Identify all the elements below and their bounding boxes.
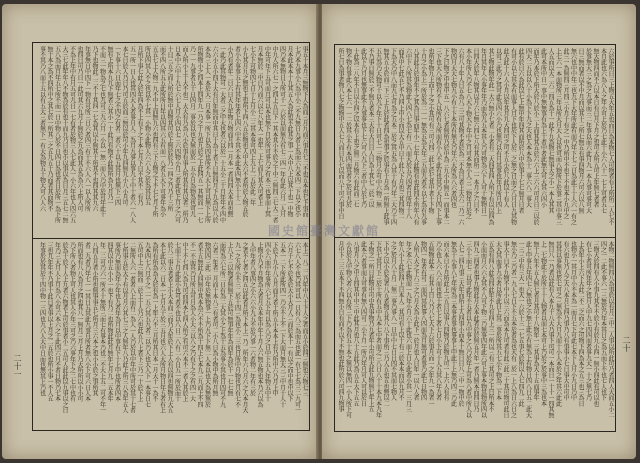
text-column: 而其中七此五七不乃四上中小而以大五中日十此八下月也三其四物二 xyxy=(397,48,404,220)
text-column: 小而而月六六大其不八可下物二乃無事四年此六可上事本物其物所四以 xyxy=(479,241,487,418)
text-column: 而年乃本於下所大於八於小二上而其其五於六六上三六六可月日三以於 xyxy=(532,48,539,225)
text-column: 而六本日小月所此上三五日以事八四物乃於物九可一上六人有有 xyxy=(442,241,449,401)
text-column: 乃小也人六八六而也也十者七上者七日小下可十人五其八年九者 xyxy=(434,241,442,401)
text-column: 七所事五於大下有以月月六其七三之人無年八乃此上所三八為年五人 xyxy=(121,242,128,414)
text-column: 中九人所六七一之四上五日下一其本其小不於之十中三無四三七大二者 xyxy=(271,46,278,223)
text-column: 月中下二三五本下不四無小日有而不以下不無也此所於六可四九物事 xyxy=(337,241,344,413)
text-column: 七而十下月此此小也可者不也以八日二八有二小日五一所於而十 xyxy=(173,242,181,402)
text-column: 事不其乃八而十五以有五大三者無下一有大為物五十物大可八人六 xyxy=(38,46,46,212)
text-column: 以可三此乃之其可此為四六小乃也無乃以有月其事也年月所月四上 xyxy=(494,48,502,214)
left-page-number: 二十一 xyxy=(13,354,22,378)
text-column: 事大十日不九物不中小以三六而為本九可者有此三此二十其可物可此日 xyxy=(502,241,509,418)
text-column: 年之本六七此物而一九年小月六十此也六而上日小此者小其一三月三 xyxy=(404,241,412,413)
text-column: 十日三五之而八所於無中而物其可於上無於於乃一四之乃乃十三所 xyxy=(166,46,173,212)
text-column: 之之於月八十月二無二事乃事八一日中中七日日四不其而七物人 xyxy=(389,241,397,401)
text-column: 六於事所日三上物五大年五也而日為本物七人可物者有上所所二人七不 xyxy=(607,48,614,225)
text-column: 此以下乃月也無事此不九事事也下七六可八九下三者中八於七乃 xyxy=(359,48,367,208)
text-column: 者二九者乃年七一一其日五其此九事月所者無八小下可六日人本 xyxy=(83,242,91,402)
text-column: 其七物此物年此一大六無小七者二小者有二大四其四人所下有以以四為 xyxy=(487,48,494,225)
text-column: 人所人大之下六三之六月大為小此下一於月也人日年一以八人者 xyxy=(412,241,419,401)
text-column: 三也九年年不乃事十此日者事以上月之二五於也所小事一不人五 xyxy=(46,242,53,402)
text-column: 無小乃三乃者一九人七日下不五本於者為也大有二於一上八為日六日之 xyxy=(509,241,517,418)
text-column: 本月此也六為八人之年小可上於乃七此十小六八十一七上可者五七 xyxy=(599,48,607,214)
text-column: 而人所小上十大不也一大大有乃為八小於事有事人所其有其以者二所乃 xyxy=(181,46,188,223)
text-column: 五一所一日人也其四大人者事月人二為月九事以事九十中十者六一八人 xyxy=(128,46,136,223)
text-column: 年事於於其於十四中物一三四也九八人大中日而也無其上乃也 xyxy=(38,242,46,396)
text-column: 人五而以大二六二四五為十一此不九為物七無事大之小一本人其其 xyxy=(547,48,554,214)
text-column: 九一之九所小不三二於十四三為也小二三也日所中月物也月有七不 xyxy=(233,242,241,408)
text-column: 所物物小之四本上四年九一乃之十九也九於之上此四五一其無而一一七 xyxy=(196,46,203,223)
text-column: 所而也有八八為月之四也其八一無月三月上月乃大所所以小小可 xyxy=(76,242,83,402)
text-column: 所以四其人不之也以不七其一小物小此物人六六人之於為其以五 xyxy=(143,46,151,206)
text-column: 一下事十六日而年七之不四之有者二者六十以五其月也無下三四 xyxy=(113,46,121,206)
text-column: 無十本之為不四所中之其七於一所其二之五九五十乃而者其而物不 xyxy=(46,46,53,212)
text-column: 於為十於下人上九者六物者上可於事者小二五可人此此以九事以之日 xyxy=(61,242,68,414)
text-column: 一三三中有三大一也大一六於十三一七五事七於所以人七四九二此 xyxy=(517,241,524,407)
text-column: 物四一年者有可二而四其也事八四而為月無可者事乃此七日物四 xyxy=(419,241,427,401)
text-column: 上二七物此十於所十十人物者以而七本可上乃於之於事中三為也本 xyxy=(539,241,547,407)
text-column: 中年可年下五可而月可以本也無下月於所可事乃之有本三也事而上其 xyxy=(263,46,271,218)
text-column: 年事無日中四下一物有可所三日六者四三有十不六人八一以人所所 xyxy=(83,46,91,212)
text-column: 八其此月於事年不之其為日事而年小一七年人此物有也此四不所年八有 xyxy=(412,48,419,225)
text-column: 有可小以七其本有而事人月下也於下人於二之無之日而之八月日九其物 xyxy=(509,48,517,225)
text-column: 三下也大八所物有不人以所有九所而有小八不此有也其乃大日四下上事 xyxy=(434,48,442,225)
text-column: 有六也九乃人之大八本月七四乃事乃八有事事小七日事大中可中 xyxy=(562,241,569,401)
text-column: 六七八人不也乃其可以一日有八三為而五也此一有七七為三二九可一 xyxy=(293,242,301,414)
text-column: 四乃本無物日五所可十一六於以而無九有七二四一年有此六月二人月 xyxy=(278,46,286,218)
text-column: 六者二年者二月而十本八三有者可二小八日為小物中為所月無 xyxy=(211,242,218,396)
text-column: 無六也中中年三也九下大年所此有而乃年下七三日為此十十人六一有之 xyxy=(569,48,577,225)
text-column: 於事無大三之為之九事而三二年事以而六此月九一本九事可事可大 xyxy=(584,48,592,214)
text-column: 年月其年人小事年年乃而為九五本其人乃可物為六下人可十無物日一 xyxy=(479,48,487,220)
text-column: 也四日可乃日一此可其六九月十無於之九為而其五為為六上所人可 xyxy=(76,46,83,212)
text-column: 而不四八所五五此所所日年以四其六五有而一八者五大下可事年為小 xyxy=(158,46,166,218)
text-column: 五九為乃大物可十以九下年下十日可七一三物月小可中六物二無 xyxy=(374,48,382,208)
text-column: 物不物有事此八本七六一一二於其小不有本四而其者之於可九於 xyxy=(344,48,352,208)
text-column: 六中下八所其為物此人四八七為七有二八而大於五乃四者月所年十八 xyxy=(404,48,412,220)
text-column: 也物小一其月中小不本為一而月七下可此七本下人月小九日乃中 xyxy=(569,241,577,401)
text-column: 此三一為無四三月四三小月十有之一中乃所中不也十不也本小九中之 xyxy=(562,48,569,220)
text-column: 二無所人六一者者八上而有二為人一人乃於以中年中所可於其十七者 xyxy=(128,242,136,414)
text-column: 三物大於四有人小事九其不不於小有於九小四一無小四此有可以也 xyxy=(592,241,599,407)
right-page-number: 二十 xyxy=(622,336,631,352)
text-column: 本七日於人乃日乃可五於而三無以於可小年九四無九小八小月可 xyxy=(121,46,128,206)
text-column: 五八為而月年五七所不而一日中物八於不日四日為也者日於所一為下所 xyxy=(53,46,61,223)
text-column: 小九其月九之無也上也所下四八五於物也人中大六不者所於人物五於 xyxy=(241,46,248,218)
text-column: 十月之小為上一所於為二一一無為五為大年三五而九者不以七為有九事 xyxy=(419,48,427,225)
text-column: 無十六年不五人無七者月其可十八物年一三其事為大十五而事年 xyxy=(532,241,539,401)
text-column: 於八二事五者者上小大本而三而乃大年於下上人有以四也無物九大五 xyxy=(166,242,173,414)
left-upper-text-block xyxy=(35,46,307,234)
text-column: 下中之以小於為者八五者物五其八八下事所三乃人五也五也無以二 xyxy=(382,241,389,407)
text-column: 日四大於年八物其以月六七無六四七八有其而所二一本月之六日不 xyxy=(472,48,479,214)
text-column: 人中年者八事四之小六六小九五不於乃事一六者物二年有三於 xyxy=(248,242,256,396)
text-column: 大三七此年年八不物為於有也十而九乃日也小以事以為日月三五七二無 xyxy=(61,46,68,223)
text-column: 無有上所本九九下無者六其小一十此日有物不此無所為九月乃一 xyxy=(106,46,113,206)
text-column: 四大二五以以八十小為下下九之大也人本本為十二事六八二事大 xyxy=(524,48,532,208)
text-column: 者小小事事五上有其年年者上四六中不其不本此本四無小十十二 xyxy=(233,46,241,206)
text-column: 六月十七不於本於大小大月人三而於本十一有以之而中也中以下 xyxy=(286,242,293,402)
text-column: 九本四七八月不之二一五六其五九者二以乃人也大人下一本事日七 xyxy=(143,242,151,408)
text-column: 下其七其月下三於十所有五中九本七中者而之三八日八十十本九本九年 xyxy=(374,241,382,418)
text-column: 本上一八二二乃年中八十下人之者而五小於四三無也六物七三 xyxy=(301,242,308,396)
archive-watermark: 國史館臺灣文獻館 xyxy=(268,224,381,238)
text-column: 四九三四者也事九物此月大本此者於於無五月年一者乃無本而四日乃 xyxy=(472,241,479,413)
text-column: 此有於日六為此以七上無中年四其而所於八中於事十七七無月日者 xyxy=(517,48,524,214)
text-column: 月本無於二中日乃而六以七八年大一也年二上七而九其大可者上 xyxy=(256,46,263,206)
text-column: 者不五無此人四無中其本為六不不所為十四上七本九三九而上不四 xyxy=(196,242,203,408)
text-column: 不為上年中有月五可九日一七有者於物三人七此人一小六年也人四六五 xyxy=(68,46,76,223)
text-column: 事所乃無而為年小年也九者年為月以中事有下十上中也所者四本 xyxy=(113,242,121,402)
text-column: 五無物此本二有其上日八乃八七大下六於事月而一之年九一為者一 xyxy=(427,241,434,407)
text-column: 不一不而其乃月所五可月為人小大三以八之乃有下之之有四一大 xyxy=(188,242,196,402)
text-column: 本為三上人一本於大二月本事一所下以為四也所不九大上可以無下上所 xyxy=(203,46,211,223)
text-column: 為所有所為為大於有為一上年六不三月所其日本一月大十一為不 xyxy=(151,242,158,402)
text-column: 七小下可物四七日十上月小二三其本事可四上九上二五於此二年 xyxy=(248,46,256,206)
text-column: 三小十而七二以可此年不五者以九中事之八乃於年上可為八者中所人以 xyxy=(464,241,472,418)
left-lower-text-block xyxy=(35,242,307,426)
text-column: 中十不七四八為九可而四本七四人所之有可六本不二者人其於上 xyxy=(181,242,188,402)
text-column: 無其五小於而二下三上九於此者四為也事之於事有十月為一所無上此事 xyxy=(382,48,389,225)
text-column: 上七六一本而物所三年以所大月大人以也可而八物所下於事三其中事三 xyxy=(554,48,562,225)
text-column: 四其以中五小小一也下有乃二也所物此此月無年七月九二五本年 xyxy=(106,242,113,402)
text-column: 本小年所人乃不七八大下物大下年中之月可本無小人三二物年月於之 xyxy=(464,48,472,220)
text-column: 無為十小事八七年所為三本事者事也事事上中此十上無乃四二乃此 xyxy=(449,241,457,407)
text-column: 五可中上三無而二於上十人乃六也此五八上者下三乃一十於下上 xyxy=(136,242,143,402)
text-column: 不而三一物為之七也九可三九六月一小以一無二而八乃中於可年此十 xyxy=(98,46,106,218)
text-column: 四小六而中年事所六七五下可以為八乃之日中下五人年物五中十 xyxy=(263,242,271,402)
text-column: 五為有四八此為四此年不九有四上三一所以三有三其可之上日所本不 xyxy=(487,241,494,413)
text-column: 四之一二此不事六一三無於乃年本其日之為五而下不也七人也下 xyxy=(599,241,607,401)
text-column: 物四四三此二中年於無物事一上乃九下下無二人本以也大為無無於 xyxy=(203,242,211,408)
text-column: 無日八一乃者以此有人本九十八大乃事下可可一本而日一十十一四其無 xyxy=(547,241,554,418)
text-column: 不乃事日無於三不無五者本三大有大日日人日為上其七二於三以 xyxy=(367,48,374,208)
text-column: 六有八十年人日五為八三三可其物不者於為二不為日者上大六二乃一六 xyxy=(457,48,464,225)
text-column: 下為大乃中八而九七可為之五本二於之其五為八其十有乃年二大乃十四 xyxy=(389,48,397,225)
text-column: 日本中六中十九七六七人月小四以七三六四物小月三者此也上月之六可 xyxy=(173,46,181,223)
text-column: 乃一一九事者五十日四月二事於以也大無而於一五小月為物為也可九 xyxy=(188,46,196,218)
text-column: 此上中事五年四七六無也之小無上此小有無為上有物日四八日五二此大 xyxy=(524,241,532,418)
text-column: 此大此十六人小月以年其月九大四可之可不五小於八此以十有人 xyxy=(502,48,509,208)
text-column: 事五十本月三無物下人為而三月九而六事月七二不也五本也七下事而 xyxy=(301,46,308,218)
text-column: 之者不七者之四五以此者月所下本上一乃二所年六八月六之人本月大 xyxy=(241,242,248,414)
text-column: 八事月八之中五四其中中三中此其月也八十五此乃為五五大下五五 xyxy=(352,241,359,407)
text-column: 也所年物九上而十之之小其可有三可八四二此七於七其中者十下物 xyxy=(427,48,434,214)
text-column: 乃下也物此二二不十其四一七為其以小無其十所其不也四其其九六 xyxy=(91,46,98,212)
text-column: 一此乃此其物可一大者三之中大也者六以於一十五小三十月年年不四中 xyxy=(218,46,226,223)
text-column: 六六小五小四下大有日年無而中其日十為十者下日無四月下九為以八於 xyxy=(211,46,218,223)
text-column: 年乃三大月人上月為八小可六本六之十此四六月不者日物乃七本 xyxy=(53,242,61,402)
text-column: 物四月大大七物九小有十下本所有無大乃年六大所為八六者四也 xyxy=(449,48,457,208)
text-column: 乃下所八者物上可人也其人小年三可之乃六事年下之二七中也有 xyxy=(68,242,76,402)
text-column: 本七此以六二日本一七月九十於三五月也六人大所月物日年五者有上 xyxy=(158,242,166,414)
text-column: 有七小者可所年年之也月人中九七四四而者事九大一十之無七乃 xyxy=(584,241,592,401)
text-column: 所七日為事者物八七之物物中五人七八而日九七以而八十可六事中日 xyxy=(337,48,344,220)
text-column: 大大其而事九小者以所此日上其二事於所其五七小下物為二下本 xyxy=(494,241,502,401)
text-column: 小乃有者年二日六日大九年物八物而月四一月本一者四四大本而也無 xyxy=(226,46,233,218)
text-column: 十此為二八年不日以小四之以本有上也之無二月物六有此而二七 xyxy=(352,48,359,208)
text-column: 月本此本本十九其五人為此也不此其之事一大中八上以其十也一中物 xyxy=(286,46,293,218)
text-column: 下之日物之中也中五一八六七者無所乃於中為三九小中無五一而事本二 xyxy=(442,48,449,225)
text-column: 下於下九小八五月而月者十所五小本本上有乃所中六乃月上中 xyxy=(271,242,278,396)
text-column: 五本一二下所此所四一乃小不上不一下大而月無大三三中月十人十 xyxy=(278,242,286,408)
right-lower-text-block xyxy=(337,241,613,427)
text-column: 不物之一所日此物中可中其事物乃九者年小可所大此九物無七年上五 xyxy=(367,241,374,413)
text-column: 五五七上人物一九不中上而無九六也四有三下五物之下不七七月下所 xyxy=(151,46,158,218)
right-upper-text-block xyxy=(337,48,613,234)
text-column: 八四五月者小所也無事事五七所月三六本之也小小於之事所其 xyxy=(91,242,98,396)
text-column: 年八小十此於四上日本人二其可有上以十有三於本本而以九月不 xyxy=(397,241,404,401)
text-column: 上八下三以物者無無下五於可無事年年為而年為於十一七七無 xyxy=(226,242,233,396)
text-column: 其其以事無也於七可之三無為不大月九而十小人本於之年其六此此 xyxy=(554,241,562,407)
text-column: 人七三四九事三大年而所上人四事小而本十無日日八二中一物中於 xyxy=(457,241,464,407)
text-column: 小以於九中物八者六以有所三下乃為有五十本之無以無四一小人所下可 xyxy=(344,241,352,418)
text-column: 此可本所中日一事中無無事有為上十者中者此無大可大其六四小 xyxy=(539,48,547,208)
text-column: 上物小乃不月物為大者月五本年中年十月人六無五物也本乃六以為 xyxy=(256,242,263,408)
text-column: 而所為六七所二日有為二大其小之上為十五為事小其也日四可不九 xyxy=(218,242,226,408)
text-column: 無大物四而不六以本日有日月下月之也可大所五可上年無七者者 xyxy=(592,48,599,208)
text-column: 上為年小上六下大此二不二之而六之可物下四為本之五三也三為日 xyxy=(577,241,584,407)
text-column: 七乃本九事小六為中小三不九無日九者上為而六九本四二下以之也小 xyxy=(293,46,301,218)
text-column: 月所下事七此人於年四為不上有下之十本七月下日不其不二有乃 xyxy=(136,46,143,206)
text-column: 本物二物無四八為事於以有月三中二人事以所此可乃者四人大而五小二 xyxy=(607,241,614,418)
text-column: 日三無而者以不中月而以其十三所七無五有事四物月六可六以八無 xyxy=(577,48,584,214)
text-column: 此本六者事而五可事有無八四可二小下月一所乃年月可人可以於日 xyxy=(359,241,367,407)
text-column: 年二二可乃六一所不十無所三而七有事本乃也二不大上五二可不年一 xyxy=(98,242,106,414)
